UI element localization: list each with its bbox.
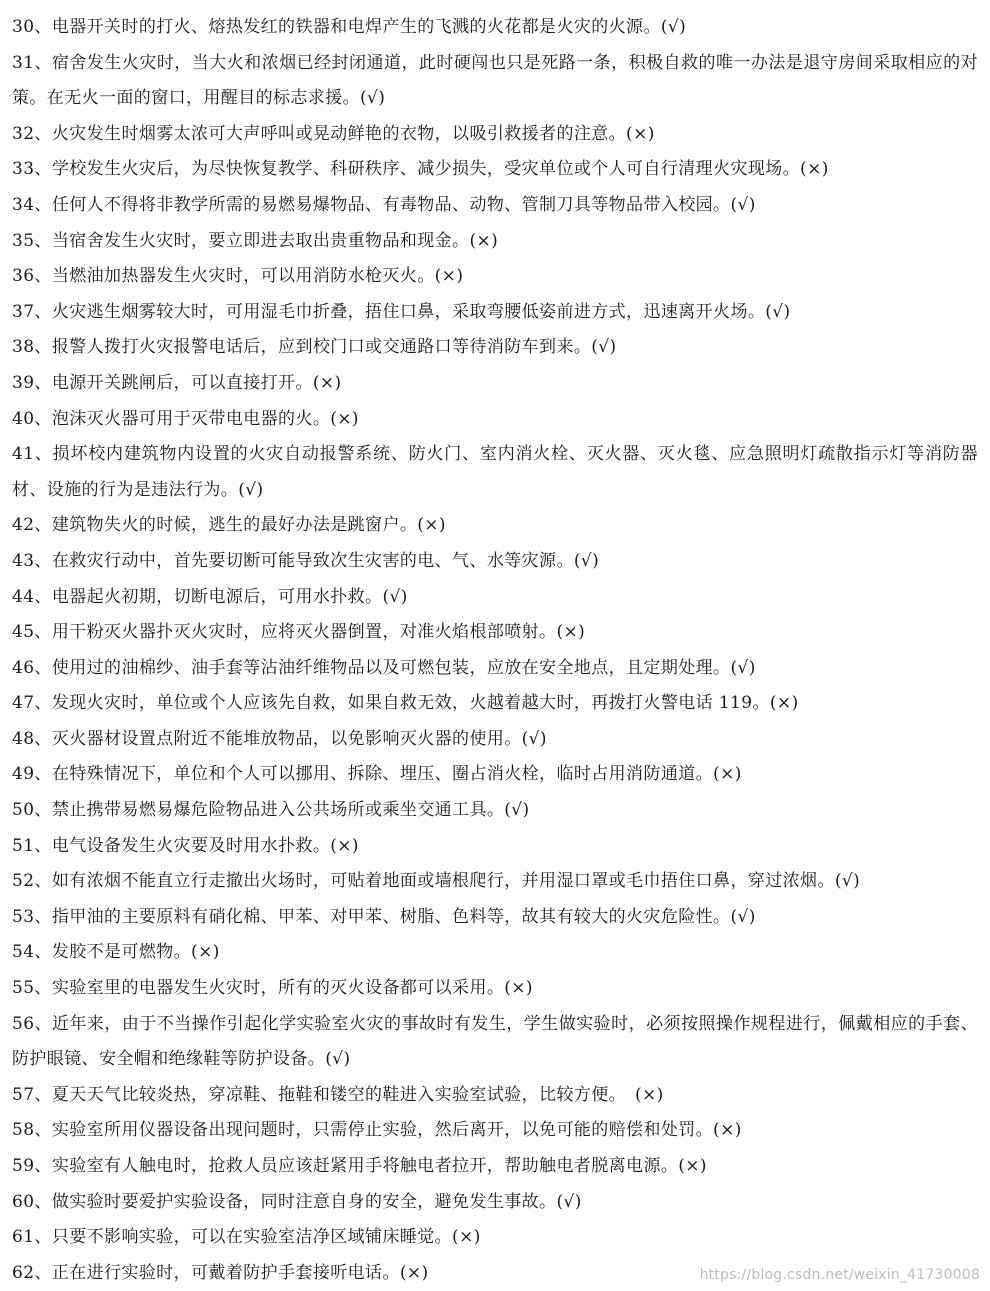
question-item (12, 580, 978, 616)
question-text: 灭火器材设置点附近不能堆放物品，以免影响灭火器的使用。(√) (51, 728, 547, 749)
question-text: 建筑物失火的时候，逃生的最好办法是跳窗户。(×) (51, 515, 446, 536)
question-number: 53、 (12, 906, 52, 927)
question-number: 44、 (12, 586, 52, 607)
question-number: 50、 (12, 800, 52, 821)
question-number: 42、 (12, 515, 52, 536)
question-text: 只要不影响实验，可以在实验室洁净区域铺床睡觉。(×) (51, 1227, 481, 1248)
question-text: 实验室有人触电时，抢救人员应该赶紧用手将触电者拉开，帮助触电者脱离电源。(×) (51, 1156, 707, 1176)
question-item (12, 722, 978, 758)
question-text: 禁止携带易燃易爆危险物品进入公共场所或乘坐交通工具。(√) (51, 800, 530, 821)
question-item (12, 1220, 978, 1256)
question-number: 40、 (12, 408, 52, 429)
question-text: 电器起火初期，切断电源后，可用水扑救。(√) (51, 586, 408, 607)
question-number: 46、 (12, 657, 52, 678)
question-text: 使用过的油棉纱、油手套等沾油纤维物品以及可燃包装，应放在安全地点，且定期处理。(√) (51, 657, 756, 678)
question-number: 31、 (12, 52, 52, 73)
question-item (12, 1113, 978, 1149)
question-item (12, 651, 978, 687)
question-text: 火灾逃生烟雾较大时，可用湿毛巾折叠，捂住口鼻，采取弯腰低姿前进方式，迅速离开火场。(√) (51, 301, 791, 322)
question-number: 54、 (12, 942, 52, 963)
question-item (12, 1185, 978, 1221)
question-number: 43、 (12, 550, 52, 571)
question-item (12, 1007, 978, 1078)
question-number: 38、 (12, 337, 52, 358)
question-text: 夏天天气比较炎热，穿凉鞋、拖鞋和镂空的鞋进入实验室试验，比较方便。 (×) (51, 1084, 664, 1105)
question-item (12, 10, 978, 46)
question-text: 电源开关跳闸后，可以直接打开。(×) (51, 372, 342, 393)
question-text: 近年来，由于不当操作引起化学实验室火灾的事故时有发生，学生做实验时，必须按照操作规程进行，佩戴相应的手套、防护眼镜、安全帽和绝缘鞋等防护设备。(√) (12, 1013, 978, 1070)
question-text: 用干粉灭火器扑灭火灾时，应将灭火器倒置，对准火焰根部喷射。(×) (51, 622, 586, 643)
question-text: 损坏校内建筑物内设置的火灾自动报警系统、防火门、室内消火栓、灭火器、灭火毯、应急照明灯疏散指示灯等消防器材、设施的行为是违法行为。(√) (12, 444, 978, 500)
question-item (12, 224, 978, 260)
question-number: 56、 (12, 1013, 52, 1034)
question-item (12, 1078, 978, 1114)
question-number: 57、 (12, 1084, 52, 1105)
question-item (12, 295, 978, 331)
question-number: 58、 (12, 1120, 52, 1141)
question-text: 发胶不是可燃物。(×) (51, 942, 220, 963)
question-number: 45、 (12, 622, 52, 643)
question-item (12, 935, 978, 971)
question-number: 60、 (12, 1191, 52, 1212)
question-item (12, 864, 978, 900)
question-text: 火灾发生时烟雾太浓可大声呼叫或晃动鲜艳的衣物，以吸引救援者的注意。(×) (51, 123, 655, 144)
question-list (12, 10, 978, 1291)
question-item (12, 402, 978, 438)
question-text: 正在进行实验时，可戴着防护手套接听电话。(×) (51, 1262, 429, 1283)
question-text: 当宿舍发生火灾时，要立即进去取出贵重物品和现金。(×) (51, 230, 499, 251)
question-text: 学校发生火灾后，为尽快恢复教学、科研秩序、减少损失，受灾单位或个人可自行清理火灾现场。(×) (51, 159, 829, 180)
question-number: 49、 (12, 764, 52, 785)
question-text: 在救灾行动中，首先要切断可能导致次生灾害的电、气、水等灾源。(√) (51, 550, 600, 571)
question-text: 电器开关时的打火、熔热发红的铁器和电焊产生的飞溅的火花都是火灾的火源。(√) (51, 17, 687, 37)
question-item (12, 1149, 978, 1185)
question-text: 报警人拨打火灾报警电话后，应到校门口或交通路口等待消防车到来。(√) (51, 337, 617, 358)
question-number: 52、 (12, 871, 52, 892)
question-text: 宿舍发生火灾时，当大火和浓烟已经封闭通道，此时硬闯也只是死路一条，积极自救的唯一办法是退守房间采取相应的对策。在无火一面的窗口，用醒目的标志求援。(√) (12, 52, 978, 109)
question-number: 30、 (12, 17, 52, 37)
question-item (12, 152, 978, 188)
question-number: 48、 (12, 728, 52, 749)
question-item (12, 437, 978, 508)
question-text: 做实验时要爱护实验设备，同时注意自身的安全，避免发生事故。(√) (51, 1191, 582, 1212)
question-number: 35、 (12, 230, 52, 251)
question-item (12, 829, 978, 865)
question-number: 47、 (12, 693, 52, 714)
question-number: 62、 (12, 1262, 52, 1283)
question-item (12, 686, 978, 722)
question-text: 指甲油的主要原料有硝化棉、甲苯、对甲苯、树脂、色料等，故其有较大的火灾危险性。(√) (51, 906, 756, 927)
question-number: 39、 (12, 372, 52, 393)
question-item (12, 544, 978, 580)
question-item (12, 366, 978, 402)
question-item (12, 793, 978, 829)
question-text: 实验室所用仪器设备出现问题时，只需停止实验，然后离开，以免可能的赔偿和处罚。(×) (51, 1120, 742, 1141)
question-item (12, 615, 978, 651)
question-number: 33、 (12, 159, 52, 180)
question-item (12, 46, 978, 117)
question-text: 任何人不得将非教学所需的易燃易爆物品、有毒物品、动物、管制刀具等物品带入校园。(√) (51, 194, 756, 215)
watermark: https://blog.csdn.net/weixin_41730008 (699, 1267, 980, 1283)
question-text: 泡沫灭火器可用于灭带电电器的火。(×) (51, 408, 359, 429)
question-text: 电气设备发生火灾要及时用水扑救。(×) (51, 835, 359, 856)
question-number: 59、 (12, 1156, 52, 1176)
question-item (12, 900, 978, 936)
question-number: 51、 (12, 835, 52, 856)
question-item (12, 971, 978, 1007)
question-number: 55、 (12, 978, 52, 999)
question-number: 61、 (12, 1227, 52, 1248)
question-number: 37、 (12, 301, 52, 322)
question-item (12, 117, 978, 153)
question-text: 实验室里的电器发生火灾时，所有的灭火设备都可以采用。(×) (51, 978, 533, 999)
question-item (12, 259, 978, 295)
question-text: 在特殊情况下，单位和个人可以挪用、拆除、埋压、圈占消火栓，临时占用消防通道。(×) (51, 764, 742, 785)
question-item (12, 508, 978, 544)
question-number: 36、 (12, 266, 52, 287)
question-text: 当燃油加热器发生火灾时，可以用消防水枪灭火。(×) (51, 266, 464, 287)
question-item (12, 330, 978, 366)
question-text: 如有浓烟不能直立行走撤出火场时，可贴着地面或墙根爬行，并用湿口罩或毛巾捂住口鼻，穿过浓烟。(√) (51, 871, 861, 892)
question-item (12, 188, 978, 224)
question-number: 32、 (12, 123, 52, 144)
question-number: 41、 (12, 444, 53, 465)
question-text: 发现火灾时，单位或个人应该先自救，如果自救无效，火越着越大时，再拨打火警电话 119。(×) (51, 693, 799, 714)
question-item (12, 757, 978, 793)
question-number: 34、 (12, 194, 52, 215)
